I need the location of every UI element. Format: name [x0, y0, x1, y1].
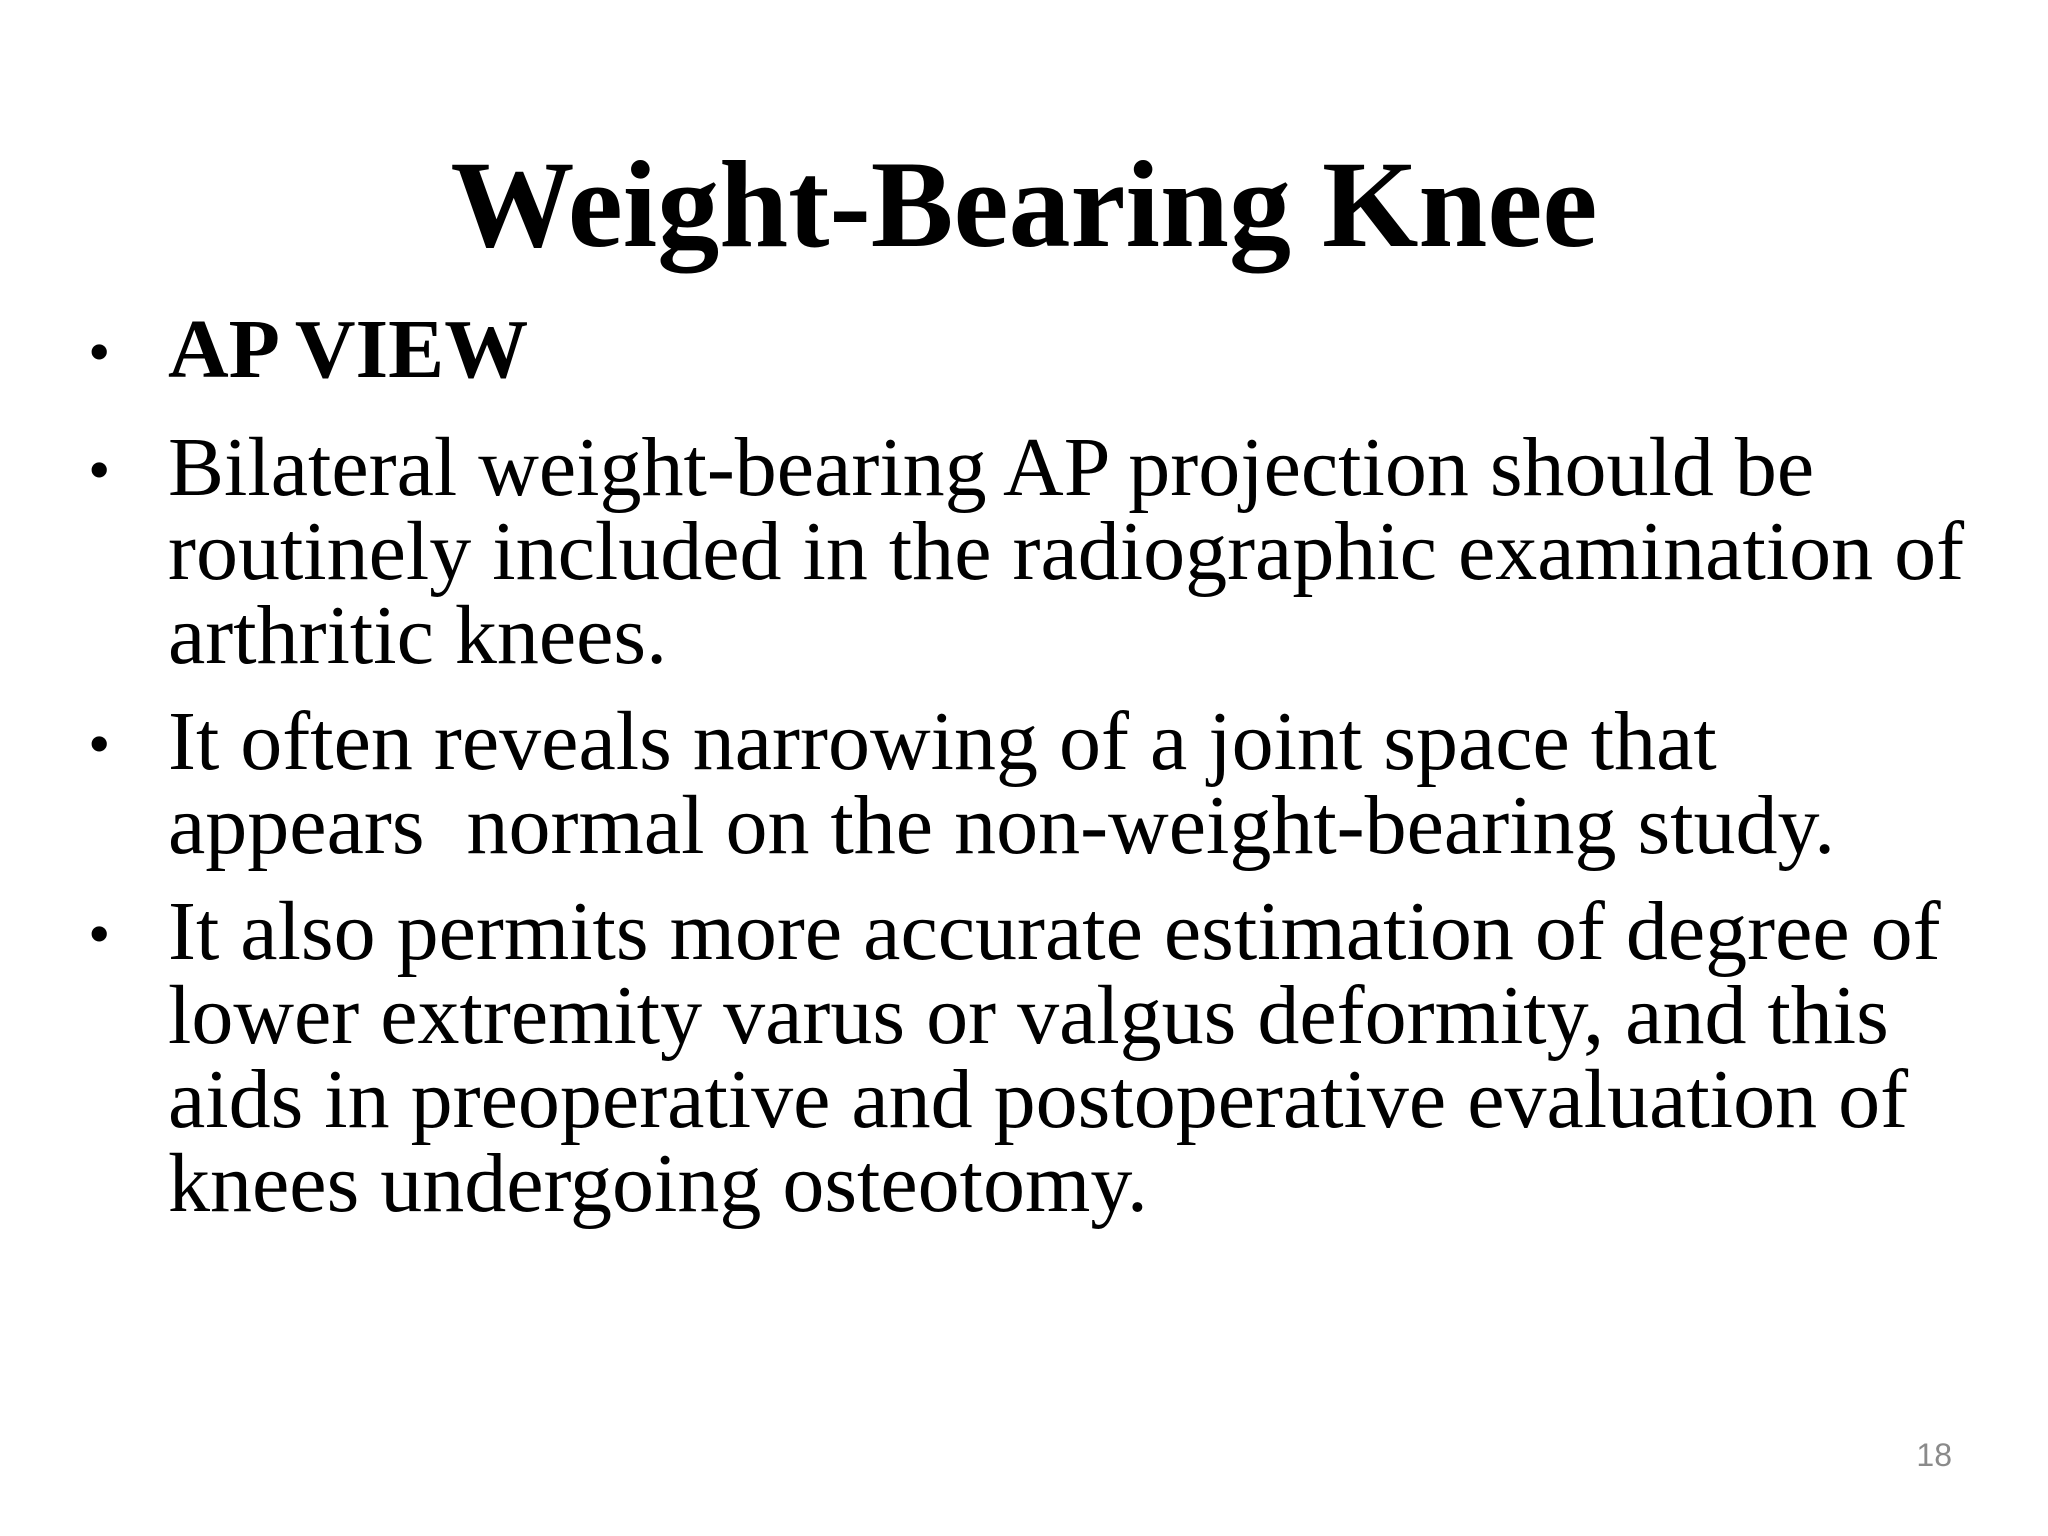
bullet-text: It often reveals narrowing of a joint space that appears normal on the non-weight-bearing study. — [168, 695, 1836, 872]
page-number: 18 — [1916, 1437, 1952, 1473]
bullet-icon: • — [88, 316, 111, 387]
bullet-icon: • — [88, 898, 111, 969]
bullet-item — [88, 885, 1988, 1230]
bullet-text: It also permits more accurate estimation of degree of lower extremity varus or valgus deformity, and this aids in preoperative and postoperative evaluation of knees undergoing osteotomy. — [168, 885, 1962, 1230]
bullet-list — [88, 303, 1988, 1248]
bullet-icon: • — [88, 434, 111, 505]
bullet-item — [88, 421, 1988, 682]
bullet-icon: • — [88, 708, 111, 779]
bullet-text: AP VIEW — [168, 303, 529, 396]
bullet-item — [88, 303, 1988, 396]
bullet-text: Bilateral weight-bearing AP projection should be routinely included in the radiographic examination of arthritic knees. — [168, 421, 1986, 682]
bullet-item — [88, 695, 1988, 872]
slide-title: Weight-Bearing Knee — [450, 136, 1598, 273]
